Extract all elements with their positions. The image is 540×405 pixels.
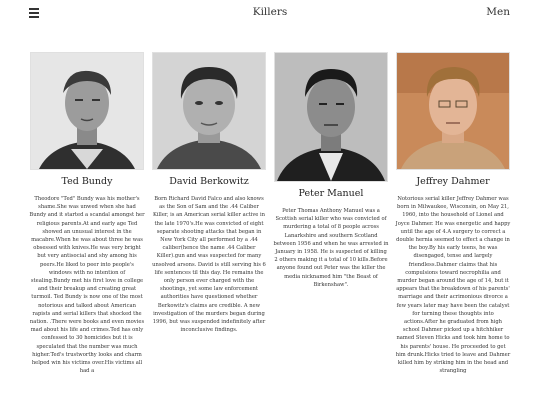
killer-bio-david-berkowitz: Born Richard David Falco and also knows as the Son of Sam and the .44 Caliber Killer, is an American serial killer active in the late 1970's.He was convicted of eight separate shooting attacks that began in New York City all performed by a .44 caliber(hence the name .44 Caliber Killer).gun and was suspected for many unsolved arsons. David is still serving his 6 life sentences til this day. He remains the only person ever charged with the shootings, yet some law enforcement authorities have questioned whether Berkowitz's claims are credible. A new investigation of the murders began during 1996, but was suspended indefinitely after inconclusive findings. — [152, 196, 266, 334]
killer-name-david-berkowitz: David Berkowitz — [169, 176, 249, 187]
killer-bio-peter-manuel: Peter Thomas Anthony Manuel was a Scottish serial killer who was convicted of murdering a total of 8 people across Lanarkshire and southern Scotland between 1956 and when he was arrested in January in 1958. He is suspected of killing 2 others making it a total of 10 kills.Before anyone found out Peter was the killer the media nicknamed him "the Beast of Birkenshaw". — [273, 208, 389, 288]
site-title: Killers — [252, 6, 288, 18]
killer-card-jeffrey-dahmer — [394, 52, 512, 375]
killer-bio-jeffrey-dahmer: Notorious serial killer Jeffrey Dahmer was born in Milwaukee, Wisconsin, on May 21, 1960, into the household of Lionel and Joyce Dahmer. He was energetic and happy until the age of 4.A surgery to correct a double hernia seemed to effect a change in the boy.By his early teens, he was disengaged, tense and largely friendless.Dahmer claims that his compulsions toward necrophilia and murder began around the age of 14, but it appears that the breakdown of his parents' marriage and their acrimonious divorce a few years later may have been the catalyst for turning these thoughts into actions.After he graduated from high school Dahmer picked up a hitchhiker named Steven Hicks and took him home to his parents' house. He proceeded to get him drunk.Hicks tried to leave and Dahmer killed him by striking him in the head and strangling — [395, 196, 511, 375]
portrait-photo-david-berkowitz — [152, 52, 266, 170]
killer-name-peter-manuel: Peter Manuel — [298, 188, 364, 199]
top-navigation-bar — [0, 0, 540, 28]
portrait-photo-jeffrey-dahmer — [396, 52, 510, 170]
killer-card-peter-manuel — [272, 52, 390, 289]
nav-link-men[interactable]: Men — [486, 6, 510, 18]
killer-card-ted-bundy — [28, 52, 146, 375]
killer-card-david-berkowitz — [150, 52, 268, 334]
killer-name-jeffrey-dahmer: Jeffrey Dahmer — [416, 176, 490, 187]
killer-name-ted-bundy: Ted Bundy — [61, 176, 113, 187]
killer-bio-ted-bundy: Theodore "Ted" Bundy was his mother's shame.She was unwed when she had Bundy and it started a scandal amongst her religious parents.At and early age Ted showed an unusual interest in the macabre.When he was about three he was obsessed with knives.He was very bright but very antisocial and shy among his peers.He liked to peer into people's windows with no intention of stealing.Bundy met his first love in college and their breakup and creating great turmoil. Ted Bundy is now one of the most notorious and talked about American rapists and serial killers that shocked the nation. .There were books and even movies mad about his life and crimes.Ted has only confessed to 30 homicides but it is speculated that the number was much higher.Ted's trustworthy looks and charm helped win his victims over.His victims all had a — [29, 196, 145, 375]
portrait-photo-ted-bundy — [30, 52, 144, 170]
portrait-photo-peter-manuel — [274, 52, 388, 182]
